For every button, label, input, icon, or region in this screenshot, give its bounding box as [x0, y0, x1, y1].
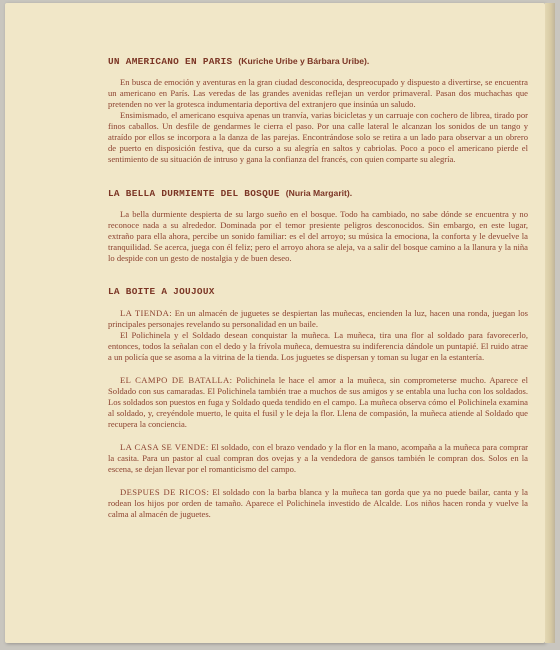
title-text: LA BELLA DURMIENTE DEL BOSQUE	[108, 188, 280, 199]
paragraph: El Polichinela y el Soldado desean conquistar la muñeca. La muñeca, tira una flor al soldado para favorecerlo, entonces, todos la señalan con el dedo y la frívola muñeca, demuestra su indiferencia dándole un puntapié. El ruido atrae a un policía que se asoma a la vitrina de la tienda. Los juguetes se dispersan y toman su lugar en la estantería.	[108, 330, 528, 362]
subsection-campo-batalla	[108, 375, 528, 430]
subsection-heading: EL CAMPO DE BATALLA:	[120, 375, 233, 385]
subsection-tienda	[108, 308, 528, 363]
title-text: UN AMERICANO EN PARIS	[108, 56, 233, 67]
section-title	[108, 55, 528, 68]
program-content	[108, 55, 528, 542]
paragraph	[108, 487, 528, 520]
section-credit: (Kuriche Uribe y Bárbara Uribe).	[238, 56, 370, 66]
paragraph: La bella durmiente despierta de su largo sueño en el bosque. Todo ha cambiado, no sabe dónde se encuentra y no reconoce nada a su alrededor. Dominada por el temor presiente peligros desconocidos. Sin embargo, en este lugar, extraño para ella ahora, percibe un sonido familiar: es el del arroyo; su música la emociona, la conforta y le devuelve la tranquilidad. Se acerca, juega con él feliz; pero el arroyo ahora se aleja, va a salir del bosque camino a la llanura y la niña lo despide con un gesto de nostalgia y de buen deseo.	[108, 209, 528, 263]
paragraph	[108, 308, 528, 330]
program-page	[5, 3, 545, 643]
paragraph: Ensimismado, el americano esquiva apenas un tranvía, varias bicicletas y un carruaje con cochero de librea, tirado por finos caballos. Un desfile de gendarmes le cierra el paso. Por una calle lateral le alcanzan los sonidos de un tango y atraído por ellos se incorpora a la danza de las parejas. Encontrándose solo se retira a un lado para observar a un obrero de puerto en disposición festiva, que da curso a su alegría en saltos y cabriolas. Poco a poco el americano pierde el sentimiento de su situación de intruso y gana la confianza del francés, con quien comparte su alegría.	[108, 110, 528, 164]
subsection-despues-ricos	[108, 487, 528, 520]
section-boite-joujoux	[108, 286, 528, 520]
section-title	[108, 286, 528, 298]
paragraph-text: El soldado con la barba blanca y la muñeca tan gorda que ya no puede bailar, canta y la rodean los hijos por orden de tamaño. Aparece el Polichinela investido de Alcalde. Los niños hacen ronda y vuelve la calma al almacén de juguetes.	[108, 487, 528, 519]
section-americano	[108, 55, 528, 165]
subsection-heading: LA CASA SE VENDE:	[120, 442, 209, 452]
paragraph	[108, 375, 528, 430]
subsection-heading: DESPUES DE RICOS:	[120, 487, 210, 497]
section-title	[108, 187, 528, 200]
subsection-casa-vende	[108, 442, 528, 475]
paragraph	[108, 442, 528, 475]
subsection-heading: LA TIENDA:	[120, 308, 172, 318]
booklet-spine	[545, 3, 555, 643]
paragraph-text: Polichinela le hace el amor a la muñeca, sin comprometerse mucho. Aparece el Soldado con sus camaradas. El Polichinela también trae a muchos de sus amigos y se entabla una lucha con los soldados. Los soldados son puestos en fuga y Soldado queda tendido en el campo. La muñeca observa cómo el Polichinela examina al soldado, y, creyéndole muerto, le quita el fusil y le deja la flor. Llena de compasión, la muñeca atiende al Soldado que recupera la conciencia.	[108, 375, 528, 429]
paragraph-text: En un almacén de juguetes se despiertan las muñecas, encienden la luz, hacen una ronda, juegan los principales personajes revelando su personalidad en un baile.	[108, 308, 529, 329]
paragraph-text: El soldado, con el brazo vendado y la flor en la mano, acompaña a la muñeca para comprar la casita. Para un pastor al cual compran dos ovejas y a la vendedora de gansos también le compran dos. Solos en la escena, se dejan llevar por el romanticismo del campo.	[108, 442, 528, 474]
section-credit: (Nuria Margarit).	[285, 188, 353, 198]
title-text: LA BOITE A JOUJOUX	[108, 286, 215, 297]
section-bella-durmiente	[108, 187, 528, 264]
paragraph: En busca de emoción y aventuras en la gran ciudad desconocida, despreocupado y dispuesto a divertirse, se encuentra un americano en París. Las veredas de las grandes avenidas reflejan un verdor primaveral. Pasan dos muchachas que pretenden no ver la grotesca indumentaria deportiva del extranjero que insinúa un saludo.	[108, 77, 528, 109]
